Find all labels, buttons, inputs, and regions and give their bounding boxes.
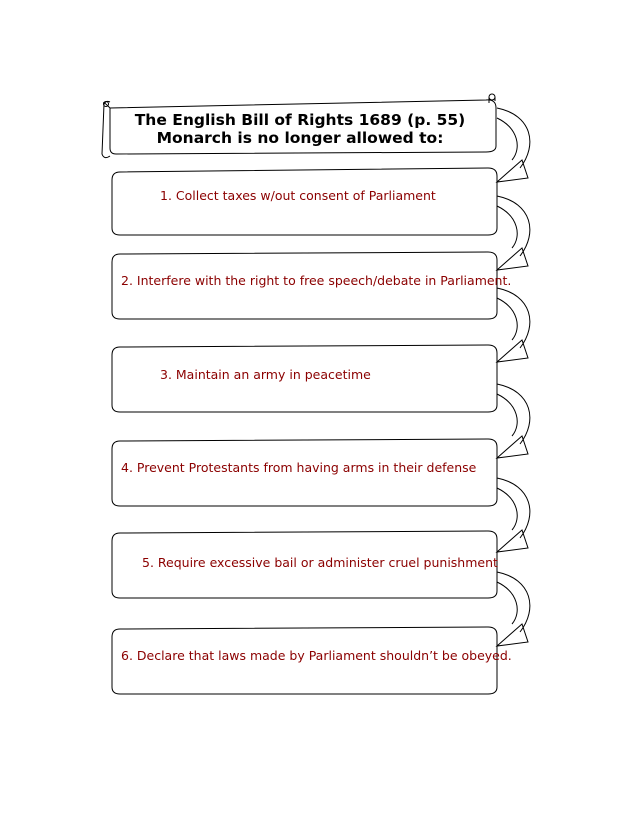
connector-arrow-5 xyxy=(497,478,530,552)
list-item-2: 2. Interfere with the right to free speech/debate in Parliament. xyxy=(121,273,512,288)
title-line-2: Monarch is no longer allowed to: xyxy=(156,129,444,147)
connector-arrow-3 xyxy=(497,288,530,362)
connector-arrow-6 xyxy=(497,572,530,646)
list-item-3: 3. Maintain an army in peacetime xyxy=(160,367,371,382)
connector-arrow-1 xyxy=(497,108,530,182)
list-item-4: 4. Prevent Protestants from having arms in their defense xyxy=(121,460,477,475)
list-item-1: 1. Collect taxes w/out consent of Parliament xyxy=(160,188,436,203)
list-item-5: 5. Require excessive bail or administer cruel punishment xyxy=(142,555,498,570)
list-item-6: 6. Declare that laws made by Parliament shouldn’t be obeyed. xyxy=(121,648,512,663)
page-title xyxy=(110,111,490,147)
connector-arrow-4 xyxy=(497,384,530,458)
title-line-1: The English Bill of Rights 1689 (p. 55) xyxy=(134,111,466,129)
connector-arrow-2 xyxy=(497,196,530,270)
